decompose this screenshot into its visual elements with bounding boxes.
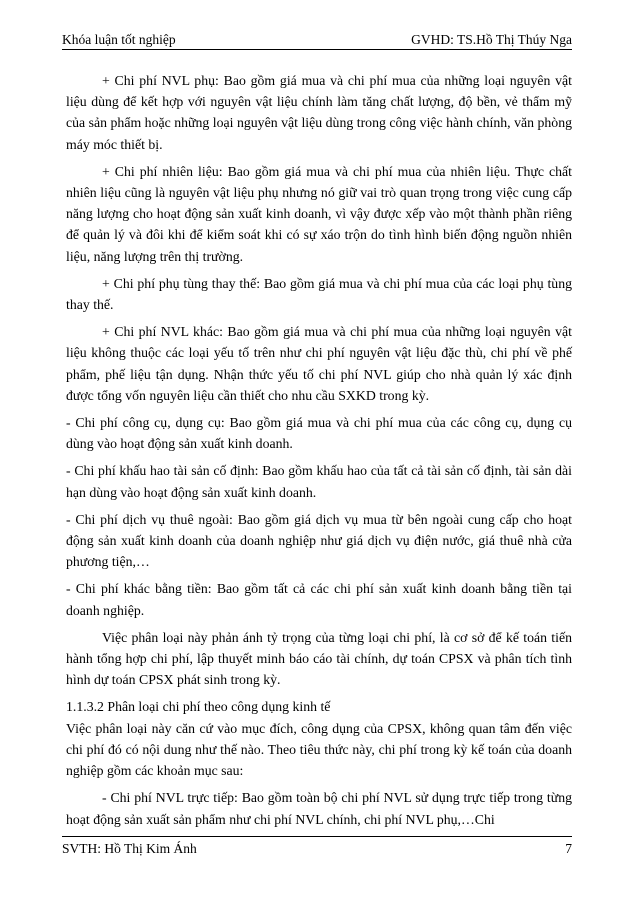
header-thesis-label: Khóa luận tốt nghiệp [62,32,176,47]
page-body [66,70,572,836]
header-advisor: GVHD: TS.Hồ Thị Thúy Nga [411,32,572,47]
page-number: 7 [565,841,572,856]
paragraph-section-intro: Việc phân loại này căn cứ vào mục đích, công dụng của CPSX, không quan tâm đến việc chi phí đó có nội dung như thế nào. Theo tiêu thức này, chi phí trong kỳ kế toán của doanh nghiệp gồm các khoản mục sau: [66,720,572,779]
page-header [62,28,572,48]
paragraph-fuel: + Chi phí nhiên liệu: Bao gồm giá mua và chi phí mua của nhiên liệu. Thực chất nhiên liệu cũng là nguyên vật liệu phụ nhưng nó giữ vai trò quan trọng trong việc cung cấp năng lượng cho hoạt động sản xuất kinh doanh, vì vậy được xếp vào một thành phần riêng để quản lý và đôi khi để kiểm soát khi có sự xáo trộn do tình hình biến động nguồn nhiên liệu, năng lượng trên thị trường. [66,163,572,264]
header-rule [62,49,572,50]
paragraph-classification-summary: Việc phân loại này phản ánh tỷ trọng của từng loại chi phí, là cơ sở để kế toán tiến hành tổng hợp chi phí, lập thuyết minh báo cáo tài chính, dự toán CPSX và phân tích tình hình dự toán CPSX phát sinh trong kỳ. [66,629,572,688]
section-heading: 1.1.3.2 Phân loại chi phí theo công dụng kinh tế [66,699,331,715]
paragraph-other-materials: + Chi phí NVL khác: Bao gồm giá mua và chi phí mua của những loại nguyên vật liệu không thuộc các loại yếu tố trên như chi phí nguyên vật liệu đặc thù, chi phí về phế phẩm, phế liệu tận dụng. Nhận thức yếu tố chi phí NVL giúp cho nhà quản lý xác định được tổng vốn nguyên liệu cần thiết cho nhu cầu SXKD trong kỳ. [66,324,572,403]
paragraph-spare-parts: + Chi phí phụ tùng thay thế: Bao gồm giá mua và chi phí mua của các loại phụ tùng thay thế. [66,275,572,313]
paragraph-other-cash-costs: - Chi phí khác bằng tiền: Bao gồm tất cả các chi phí sản xuất kinh doanh bằng tiền tại doanh nghiệp. [66,581,572,618]
paragraph-direct-materials: - Chi phí NVL trực tiếp: Bao gồm toàn bộ chi phí NVL sử dụng trực tiếp trong từng hoạt động sản xuất sản phẩm như chi phí NVL chính, chi phí NVL phụ,…Chi [66,790,572,827]
footer-rule [62,836,572,837]
footer-student: SVTH: Hồ Thị Kim Ánh [62,841,197,856]
paragraph-outsourced-services: - Chi phí dịch vụ thuê ngoài: Bao gồm giá dịch vụ mua từ bên ngoài cung cấp cho hoạt động sản xuất kinh doanh của doanh nghiệp như giá dịch vụ điện nước, giá thuê nhà cửa phương tiện,… [66,511,572,570]
paragraph-tools: - Chi phí công cụ, dụng cụ: Bao gồm giá mua và chi phí mua của các công cụ, dụng cụ dùng vào hoạt động sản xuất kinh doanh. [66,415,572,452]
paragraph-depreciation: - Chi phí khấu hao tài sản cố định: Bao gồm khấu hao của tất cả tài sản cố định, tài sản dài hạn dùng vào hoạt động sản xuất kinh doanh. [66,463,572,500]
paragraph-aux-materials: + Chi phí NVL phụ: Bao gồm giá mua và chi phí mua của những loại nguyên vật liệu dùng để kết hợp với nguyên vật liệu chính làm tăng chất lượng, độ bền, vẻ thẩm mỹ của sản phẩm hoặc những loại nguyên vật liệu dùng trong công việc hành chính, văn phòng máy móc thiết bị. [66,73,572,152]
page-footer [62,841,572,861]
